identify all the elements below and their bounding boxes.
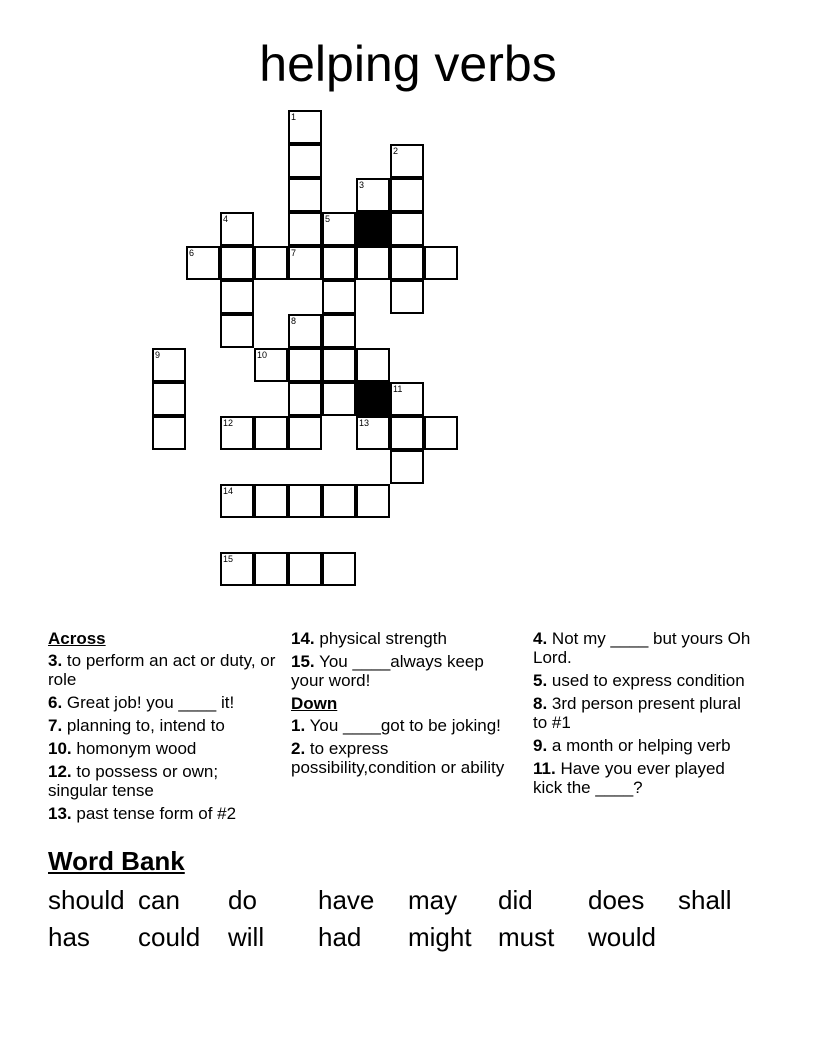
clue-number: 8 [291, 316, 297, 326]
clue-number: 2 [393, 146, 399, 156]
grid-cell[interactable] [288, 144, 322, 178]
clue-number: 14 [223, 486, 234, 496]
grid-cell[interactable] [254, 348, 288, 382]
clues-column-3 [533, 629, 758, 801]
grid-cell[interactable] [254, 246, 288, 280]
grid-cell[interactable] [356, 484, 390, 518]
clue-number: 6 [189, 248, 195, 258]
grid-cell[interactable] [424, 416, 458, 450]
word-bank-item: will [228, 922, 265, 952]
across-clue-7: 7. planning to, intend to [48, 716, 225, 735]
down-clue-4: 4. Not my ____ but yours Oh Lord. [533, 629, 751, 667]
grid-cell[interactable] [322, 314, 356, 348]
grid-cell[interactable] [288, 110, 322, 144]
down-clue-5: 5. used to express condition [533, 671, 745, 690]
across-clue-15: 15. You ____always keep your word! [291, 652, 484, 690]
grid-cell[interactable] [288, 484, 322, 518]
grid-cell[interactable] [356, 178, 390, 212]
grid-cell[interactable] [322, 348, 356, 382]
grid-cell[interactable] [254, 416, 288, 450]
grid-cell[interactable] [220, 484, 254, 518]
grid-cell[interactable] [152, 348, 186, 382]
grid-cell[interactable] [254, 552, 288, 586]
clue-number: 5 [325, 214, 331, 224]
word-bank-item: did [498, 885, 533, 915]
word-bank-item: do [228, 885, 257, 915]
clue-number: 12 [223, 418, 234, 428]
grid-cell[interactable] [390, 280, 424, 314]
grid-cell[interactable] [288, 314, 322, 348]
word-bank-item: has [48, 922, 90, 952]
across-heading: Across [48, 629, 106, 648]
grid-cell[interactable] [322, 246, 356, 280]
across-clue-13: 13. past tense form of #2 [48, 804, 237, 823]
black-cell [356, 382, 390, 416]
down-clue-8: 8. 3rd person present plural to #1 [533, 694, 741, 732]
across-clue-12: 12. to possess or own; singular tense [48, 762, 219, 800]
across-clue-6: 6. Great job! you ____ it! [48, 693, 235, 712]
black-cell [356, 212, 390, 246]
grid-cell[interactable] [220, 280, 254, 314]
grid-cell[interactable] [322, 552, 356, 586]
clue-number: 9 [155, 350, 161, 360]
grid-cell[interactable] [152, 382, 186, 416]
grid-cell[interactable] [288, 348, 322, 382]
grid-cell[interactable] [390, 246, 424, 280]
grid-cell[interactable] [390, 382, 424, 416]
grid-cell[interactable] [220, 246, 254, 280]
grid-cell[interactable] [220, 212, 254, 246]
word-bank-item: can [138, 885, 180, 915]
clue-number: 7 [291, 248, 297, 258]
grid-cell[interactable] [288, 212, 322, 246]
grid-cell[interactable] [322, 212, 356, 246]
down-clue-1: 1. You ____got to be joking! [291, 716, 501, 735]
across-clue-3: 3. to perform an act or duty, or role [48, 651, 276, 689]
grid-cell[interactable] [390, 450, 424, 484]
grid-cell[interactable] [356, 348, 390, 382]
word-bank-item: could [138, 922, 201, 952]
down-clue-11: 11. Have you ever played kick the ____? [533, 759, 725, 797]
grid-cell[interactable] [254, 484, 288, 518]
grid-cell[interactable] [152, 416, 186, 450]
word-bank-title: Word Bank [48, 846, 185, 876]
grid-cell[interactable] [186, 246, 220, 280]
grid-cell[interactable] [322, 280, 356, 314]
grid-cell[interactable] [288, 382, 322, 416]
grid-cell[interactable] [390, 178, 424, 212]
grid-cell[interactable] [220, 552, 254, 586]
clues-column-2 [291, 629, 521, 781]
across-clue-14: 14. physical strength [291, 629, 447, 648]
word-bank-item: shall [678, 885, 732, 915]
clue-number: 11 [393, 384, 403, 394]
word-bank-item: does [588, 885, 645, 915]
down-clue-2: 2. to express possibility,condition or ability [291, 739, 505, 777]
word-bank-item: might [408, 922, 472, 952]
grid-cell[interactable] [356, 246, 390, 280]
down-clue-9: 9. a month or helping verb [533, 736, 731, 755]
grid-cell[interactable] [220, 416, 254, 450]
grid-cell[interactable] [288, 178, 322, 212]
word-bank-item: should [48, 885, 125, 915]
grid-cell[interactable] [288, 246, 322, 280]
grid-cell[interactable] [390, 416, 424, 450]
grid-cell[interactable] [288, 552, 322, 586]
grid-cell[interactable] [288, 416, 322, 450]
clue-number: 1 [291, 112, 297, 122]
clue-number: 3 [359, 180, 365, 190]
word-bank-item: must [498, 922, 555, 952]
word-bank-item: have [318, 885, 375, 915]
grid-cell[interactable] [390, 212, 424, 246]
grid-cell[interactable] [390, 144, 424, 178]
clue-number: 15 [223, 554, 234, 564]
word-bank-item: had [318, 922, 362, 952]
across-clue-10: 10. homonym wood [48, 739, 197, 758]
clue-number: 13 [359, 418, 370, 428]
page-title: helping verbs [259, 36, 557, 92]
grid-cell[interactable] [322, 382, 356, 416]
clue-number: 10 [257, 350, 268, 360]
word-bank-item: may [408, 885, 458, 915]
grid-cell[interactable] [424, 246, 458, 280]
clue-number: 4 [223, 214, 229, 224]
clues-column-1 [48, 629, 278, 827]
down-heading: Down [291, 694, 338, 713]
word-bank-item: would [588, 922, 656, 952]
grid-cell[interactable] [356, 416, 390, 450]
grid-cell[interactable] [322, 484, 356, 518]
grid-cell[interactable] [220, 314, 254, 348]
